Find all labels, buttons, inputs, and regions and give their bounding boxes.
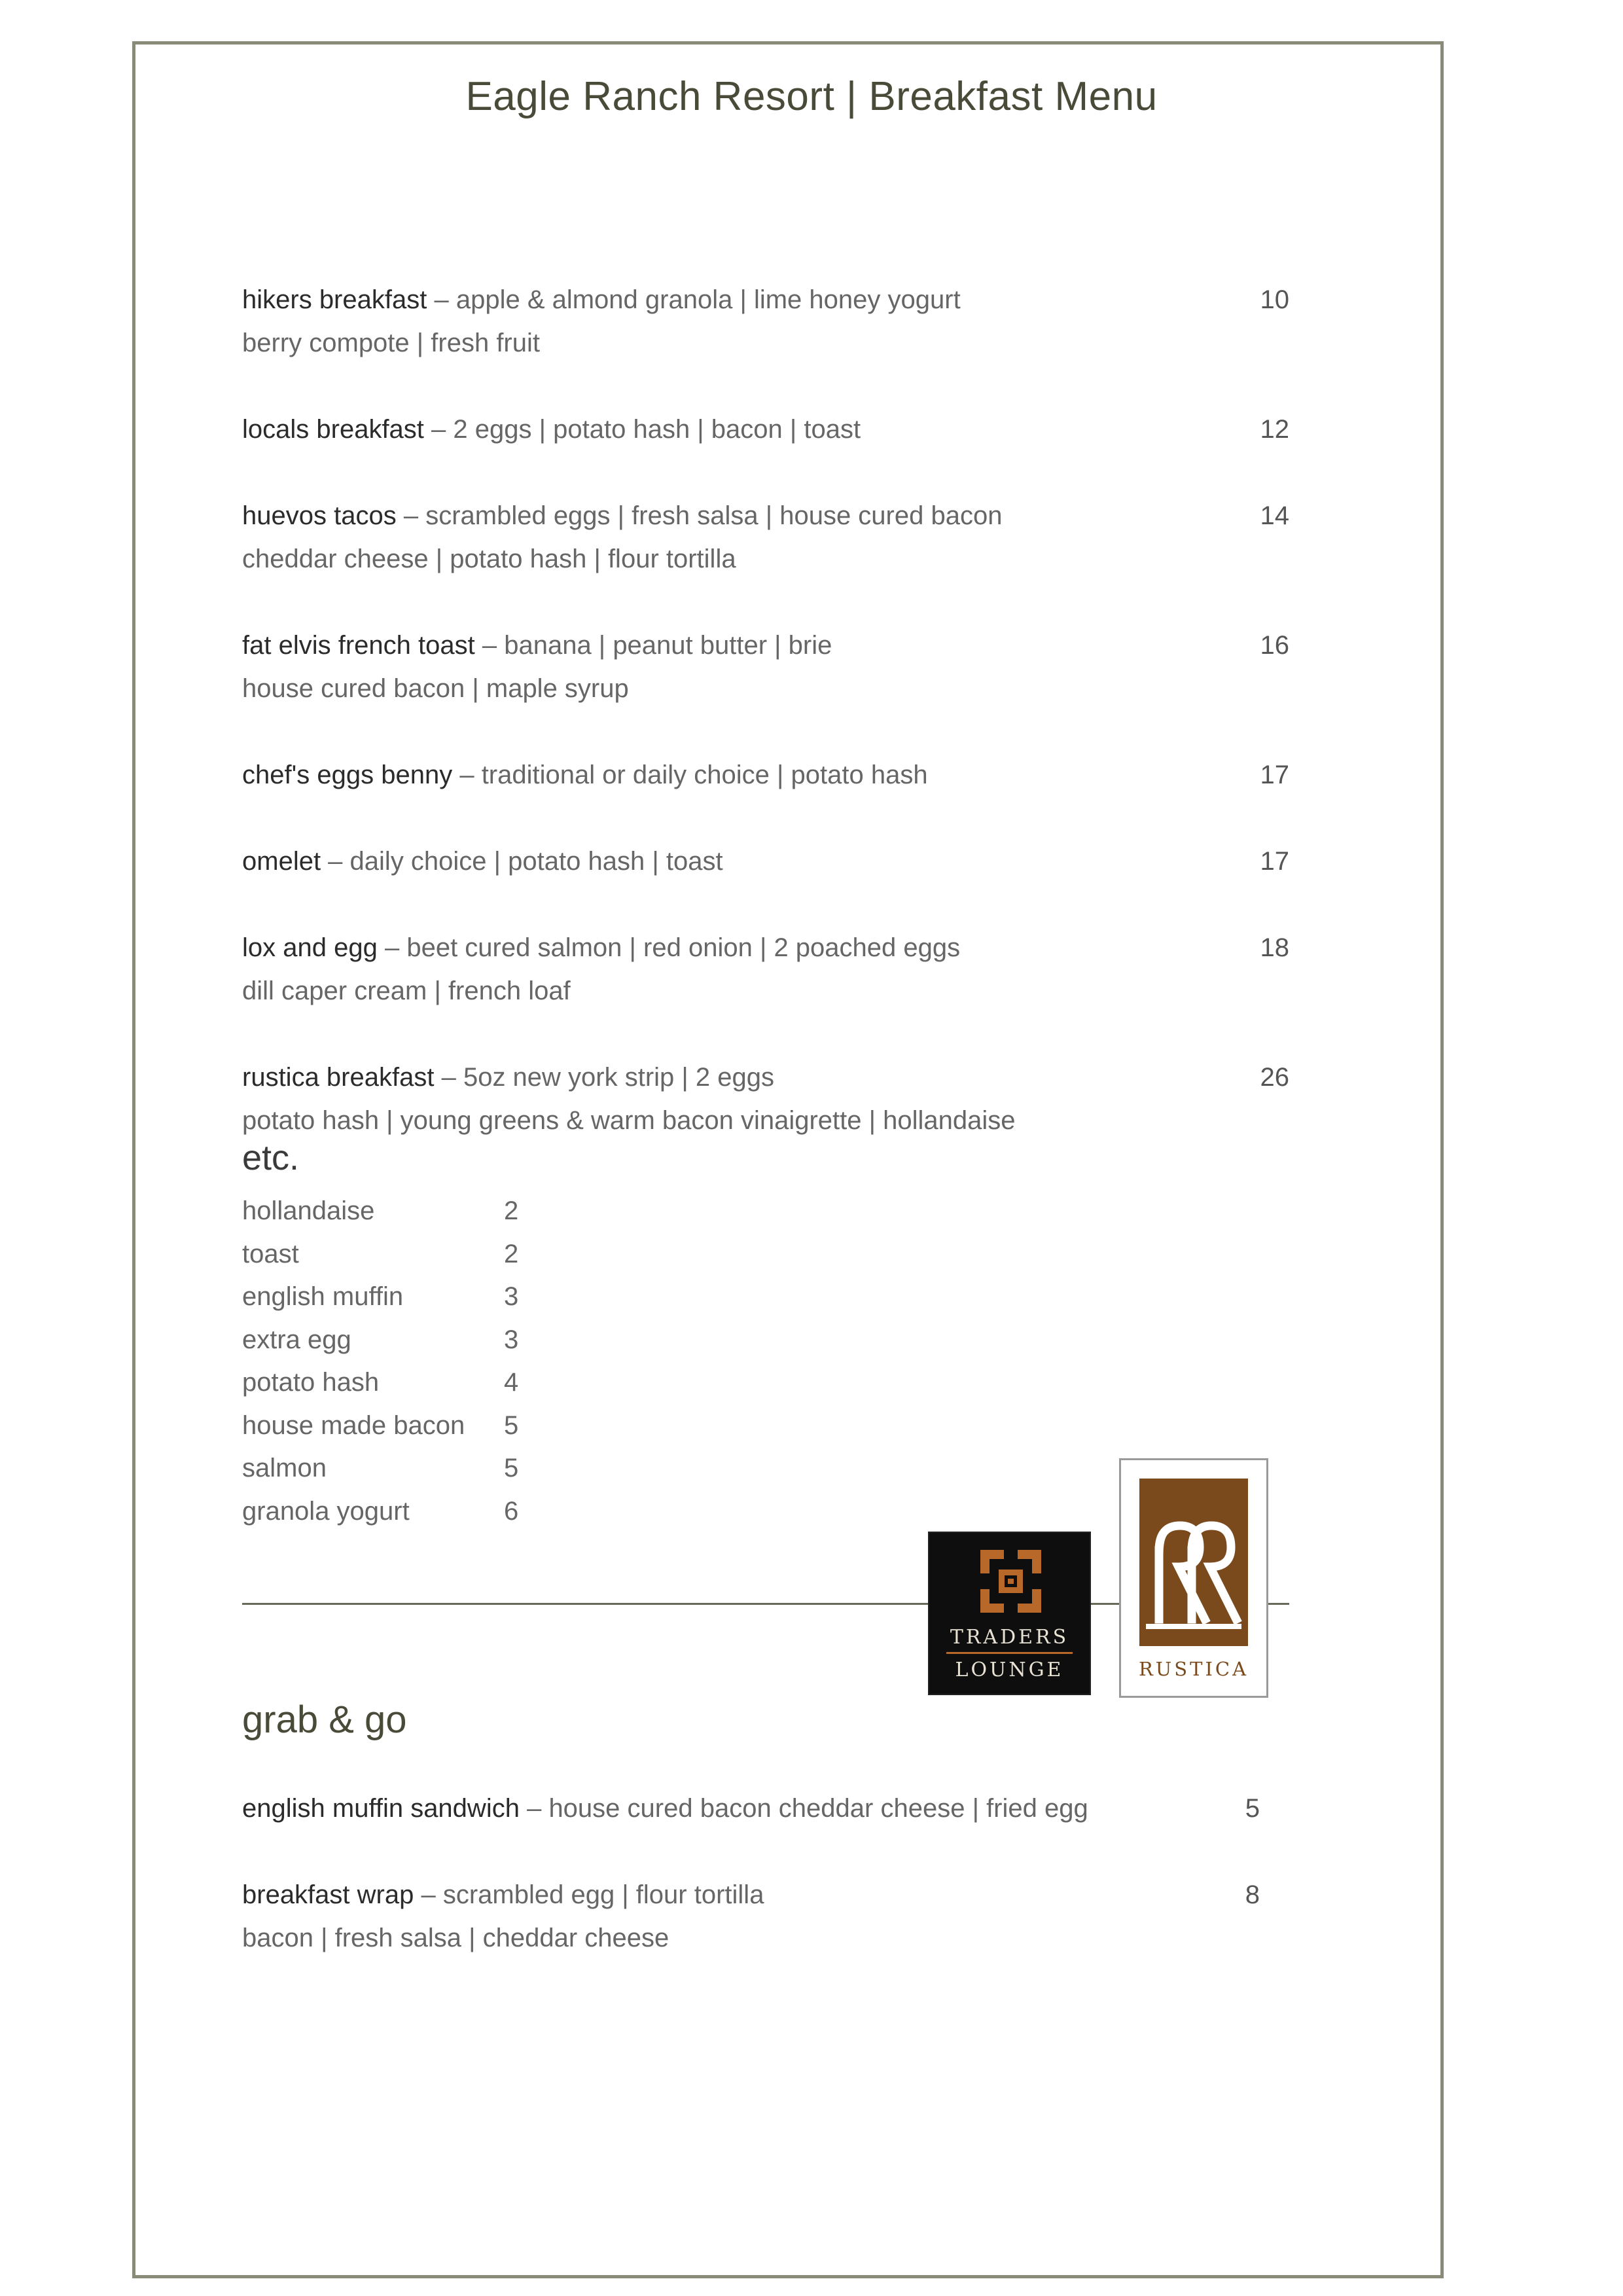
- item-description-2: potato hash | young greens & warm bacon vinaigrette | hollandaise: [242, 1106, 1016, 1135]
- traders-lounge-logo: [928, 1532, 1091, 1695]
- etc-item-name: potato hash: [242, 1368, 380, 1397]
- item-separator: –: [427, 285, 456, 314]
- item-name: fat elvis french toast: [242, 631, 475, 660]
- etc-item-name: extra egg: [242, 1325, 351, 1354]
- item-description: traditional or daily choice | potato hash: [481, 761, 928, 789]
- item-price: 14: [1260, 501, 1289, 530]
- item-description: scrambled egg | flour tortilla: [442, 1880, 764, 1909]
- menu-item: [242, 840, 1289, 883]
- item-name: lox and egg: [242, 933, 378, 962]
- etc-row: [242, 1190, 524, 1233]
- item-name: breakfast wrap: [242, 1880, 414, 1909]
- etc-item-price: 5: [504, 1454, 519, 1482]
- etc-item-price: 3: [504, 1325, 519, 1354]
- item-separator: –: [321, 847, 350, 876]
- etc-item-price: 5: [504, 1410, 519, 1440]
- etc-list: [242, 1190, 524, 1533]
- item-name: chef's eggs benny: [242, 761, 453, 789]
- menu-item: [242, 1873, 1260, 1960]
- item-separator: –: [519, 1794, 549, 1823]
- item-description-2: berry compote | fresh fruit: [242, 329, 540, 357]
- item-description: daily choice | potato hash | toast: [349, 847, 723, 876]
- item-separator: –: [377, 933, 407, 962]
- item-price: 16: [1260, 631, 1289, 660]
- item-description: house cured bacon cheddar cheese | fried egg: [548, 1794, 1088, 1823]
- etc-heading: etc.: [242, 1138, 300, 1177]
- item-name: rustica breakfast: [242, 1063, 435, 1092]
- etc-item-name: english muffin: [242, 1282, 404, 1311]
- etc-row: [242, 1405, 524, 1448]
- etc-row: [242, 1276, 524, 1319]
- etc-item-price: 2: [504, 1196, 519, 1225]
- etc-item-name: salmon: [242, 1454, 327, 1482]
- menu-item: [242, 624, 1289, 710]
- item-name: hikers breakfast: [242, 285, 427, 314]
- item-price: 8: [1245, 1880, 1260, 1909]
- item-separator: –: [414, 1880, 443, 1909]
- item-name: locals breakfast: [242, 415, 424, 444]
- item-description-2: dill caper cream | french loaf: [242, 977, 571, 1005]
- etc-item-price: 6: [504, 1496, 519, 1526]
- grab-and-go-list: [242, 1787, 1260, 2003]
- etc-item-name: house made bacon: [242, 1410, 465, 1440]
- etc-row: [242, 1319, 524, 1362]
- menu-item: [242, 1056, 1289, 1142]
- etc-item-price: 3: [504, 1282, 519, 1311]
- item-separator: –: [452, 761, 482, 789]
- rustica-logo: [1119, 1458, 1268, 1698]
- menu-item: [242, 408, 1289, 451]
- etc-item-price: 2: [504, 1239, 519, 1268]
- item-separator: –: [434, 1063, 463, 1092]
- traders-rule: [946, 1652, 1073, 1654]
- menu-item: [242, 1787, 1260, 1830]
- etc-item-name: granola yogurt: [242, 1496, 410, 1526]
- etc-row: [242, 1447, 524, 1490]
- item-price: 10: [1260, 285, 1289, 314]
- item-description-2: cheddar cheese | potato hash | flour tortilla: [242, 545, 736, 573]
- item-separator: –: [423, 415, 454, 444]
- item-price: 26: [1260, 1063, 1289, 1092]
- lounge-wordmark: LOUNGE: [955, 1659, 1064, 1681]
- item-separator: –: [396, 501, 426, 530]
- item-price: 17: [1260, 761, 1289, 789]
- item-name: huevos tacos: [242, 501, 397, 530]
- menu-item: [242, 753, 1289, 797]
- item-description: apple & almond granola | lime honey yogurt: [455, 285, 961, 314]
- etc-item-name: toast: [242, 1239, 299, 1268]
- grab-and-go-heading: grab & go: [242, 1698, 407, 1741]
- menu-item: [242, 494, 1289, 581]
- item-price: 18: [1260, 933, 1289, 962]
- menu-item: [242, 278, 1289, 365]
- traders-emblem-icon: [929, 1533, 1092, 1624]
- item-price: 12: [1260, 415, 1289, 444]
- item-description-2: bacon | fresh salsa | cheddar cheese: [242, 1924, 669, 1952]
- item-price: 17: [1260, 847, 1289, 876]
- etc-row: [242, 1233, 524, 1276]
- item-price: 5: [1245, 1794, 1260, 1823]
- item-description: 2 eggs | potato hash | bacon | toast: [453, 415, 861, 444]
- page-title: Eagle Ranch Resort | Breakfast Menu: [465, 74, 1158, 119]
- item-description-2: house cured bacon | maple syrup: [242, 674, 629, 703]
- etc-row: [242, 1490, 524, 1534]
- traders-wordmark: TRADERS: [950, 1626, 1069, 1649]
- rustica-brown-block: [1139, 1479, 1248, 1646]
- etc-item-name: hollandaise: [242, 1196, 375, 1225]
- item-description: banana | peanut butter | brie: [504, 631, 832, 660]
- etc-item-price: 4: [504, 1368, 519, 1397]
- rustica-rr-icon: [1139, 1479, 1248, 1646]
- rustica-wordmark: RUSTICA: [1138, 1658, 1249, 1680]
- etc-row: [242, 1361, 524, 1405]
- item-name: english muffin sandwich: [242, 1794, 520, 1823]
- menu-item: [242, 926, 1289, 1013]
- item-description: 5oz new york strip | 2 eggs: [463, 1063, 775, 1092]
- breakfast-menu-list: [242, 278, 1289, 1185]
- item-description: beet cured salmon | red onion | 2 poached eggs: [406, 933, 961, 962]
- item-description: scrambled eggs | fresh salsa | house cured bacon: [425, 501, 1003, 530]
- item-separator: –: [474, 631, 505, 660]
- item-name: omelet: [242, 847, 321, 876]
